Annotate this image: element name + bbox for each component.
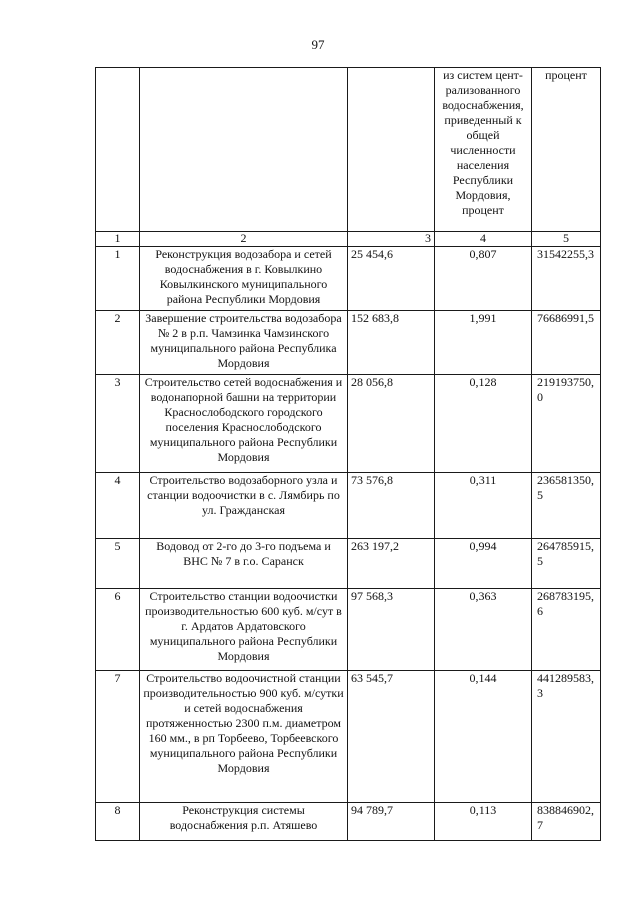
- project-share: 0,144: [435, 671, 532, 803]
- project-cost: 63 545,7: [348, 671, 435, 803]
- row-index: 3: [96, 375, 140, 473]
- project-share: 1,991: [435, 311, 532, 375]
- table-header-continuation: [96, 68, 601, 232]
- project-name: Строительство водоочистной станции производительностью 900 куб. м/сутки и сетей водоснабжения протяженностью 2300 п.м. диаметром 160 мм., в рп Торбеево, Торбеевского муниципального района Республики Мордовия: [140, 671, 348, 803]
- project-share: 0,994: [435, 539, 532, 589]
- project-cost: 73 576,8: [348, 473, 435, 539]
- row-index: 2: [96, 311, 140, 375]
- table-row: [96, 473, 601, 539]
- project-percent: 268783195,6: [532, 589, 601, 671]
- header-cell-3: [348, 68, 435, 232]
- project-name: Завершение строительства водозабора № 2 в р.п. Чамзинка Чамзинского муниципального района Республика Мордовия: [140, 311, 348, 375]
- table-row: [96, 247, 601, 311]
- header-cell-2: [140, 68, 348, 232]
- project-share: 0,363: [435, 589, 532, 671]
- project-percent: 76686991,5: [532, 311, 601, 375]
- row-index: 5: [96, 539, 140, 589]
- project-cost: 97 568,3: [348, 589, 435, 671]
- project-cost: 263 197,2: [348, 539, 435, 589]
- project-percent: 236581350,5: [532, 473, 601, 539]
- column-number: 1: [96, 232, 140, 247]
- table-row: [96, 539, 601, 589]
- header-cell-4: из систем цент-рализованного водоснабжения, приведенный к общей численности населения Республики Мордовия, процент: [435, 68, 532, 232]
- page-number: 97: [311, 37, 325, 52]
- column-numbers-row: [96, 232, 601, 247]
- project-name: Реконструкция водозабора и сетей водоснабжения в г. Ковылкино Ковылкинского муниципального района Республики Мордовия: [140, 247, 348, 311]
- project-name: Строительство станции водоочистки производительностью 600 куб. м/сут в г. Ардатов Ардатовского муниципального района Республики Мордовия: [140, 589, 348, 671]
- project-name: Водовод от 2-го до 3-го подъема и ВНС № 7 в г.о. Саранск: [140, 539, 348, 589]
- table-row: [96, 375, 601, 473]
- project-percent: 441289583,3: [532, 671, 601, 803]
- project-share: 0,311: [435, 473, 532, 539]
- project-cost: 152 683,8: [348, 311, 435, 375]
- projects-table: [95, 67, 601, 841]
- table-row: [96, 589, 601, 671]
- project-percent: 31542255,3: [532, 247, 601, 311]
- project-cost: 28 056,8: [348, 375, 435, 473]
- table-row: [96, 803, 601, 841]
- row-index: 4: [96, 473, 140, 539]
- column-number: 2: [140, 232, 348, 247]
- project-percent: 219193750,0: [532, 375, 601, 473]
- row-index: 6: [96, 589, 140, 671]
- project-name: Строительство водозаборного узла и станции водоочистки в с. Лямбирь по ул. Гражданская: [140, 473, 348, 539]
- project-share: 0,113: [435, 803, 532, 841]
- header-cell-1: [96, 68, 140, 232]
- column-number: 3: [348, 232, 435, 247]
- table-row: [96, 311, 601, 375]
- table-row: [96, 671, 601, 803]
- row-index: 7: [96, 671, 140, 803]
- row-index: 8: [96, 803, 140, 841]
- project-share: 0,807: [435, 247, 532, 311]
- column-number: 4: [435, 232, 532, 247]
- project-name: Реконструкция системы водоснабжения р.п. Атяшево: [140, 803, 348, 841]
- project-percent: 264785915,5: [532, 539, 601, 589]
- project-cost: 94 789,7: [348, 803, 435, 841]
- project-name: Строительство сетей водоснабжения и водонапорной башни на территории Краснослободского городского поселения Краснослободского муниципального района Республики Мордовия: [140, 375, 348, 473]
- project-share: 0,128: [435, 375, 532, 473]
- project-percent: 838846902,7: [532, 803, 601, 841]
- header-cell-5: процент: [532, 68, 601, 232]
- project-cost: 25 454,6: [348, 247, 435, 311]
- column-number: 5: [532, 232, 601, 247]
- row-index: 1: [96, 247, 140, 311]
